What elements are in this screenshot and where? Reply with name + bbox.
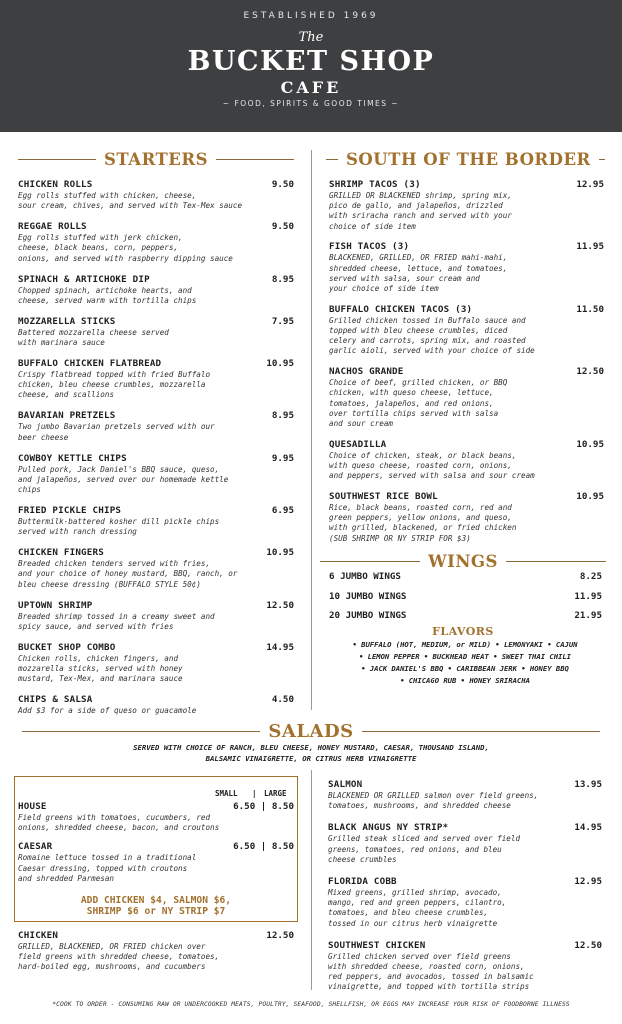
description-line: Battered mozzarella cheese served: [18, 327, 169, 337]
menu-item-name: SHRIMP TACOS (3): [329, 179, 421, 190]
menu-item-row: [18, 221, 294, 232]
starters-heading: [18, 150, 294, 169]
description-line: bleu cheese dressing (BUFFALO STYLE 50¢): [18, 579, 201, 589]
wing-name: 20 JUMBO WINGS: [329, 610, 407, 621]
description-line: (SUB SHRIMP OR NY STRIP FOR $3): [329, 533, 471, 543]
flavor-line: • CHICAGO RUB • HONEY SRIRACHA: [400, 676, 530, 685]
menu-item-price: 10.95: [576, 438, 604, 450]
description-line: mozzarella sticks, served with honey: [18, 664, 183, 674]
menu-item: [329, 304, 604, 357]
menu-item: [18, 410, 294, 442]
logo-cafe: CAFE: [280, 78, 342, 97]
description-line: Field greens with tomatoes, cucumbers, red: [18, 813, 211, 822]
description-line: spicy sauce, and served with fries: [18, 621, 174, 631]
description-line: Two jumbo Bavarian pretzels served with our: [18, 422, 215, 432]
starters-title: STARTERS: [104, 150, 208, 169]
menu-item-row: [18, 410, 294, 421]
description-line: shredded cheese, lettuce, and tomatoes,: [329, 263, 508, 273]
menu-item-name: REGGAE ROLLS: [18, 221, 87, 233]
menu-item-description: [18, 942, 294, 973]
description-line: BLACKENED OR GRILLED salmon over field greens,: [328, 791, 539, 800]
description-line: Choice of beef, grilled chicken, or BBQ: [329, 378, 508, 388]
menu-item: [329, 491, 604, 544]
menu-item-row: [328, 940, 602, 951]
description-line: Chopped spinach, artichoke hearts, and: [18, 285, 192, 295]
menu-item-row: [18, 642, 294, 653]
menu-item-price: 8.95: [271, 410, 294, 422]
description-line: Breaded shrimp tossed in a creamy sweet and: [18, 611, 215, 621]
menu-item-name: FLORIDA COBB: [328, 876, 397, 888]
wings-title: WINGS: [428, 552, 498, 571]
menu-item-description: [18, 706, 294, 716]
salads-heading: [22, 721, 600, 742]
description-line: green peppers, yellow onions, and queso,: [329, 513, 512, 523]
description-line: served with ranch dressing: [18, 527, 137, 537]
description-line: Egg rolls stuffed with jerk chicken,: [18, 233, 183, 243]
menu-item-price: 10.95: [266, 547, 294, 559]
menu-item-row: [329, 179, 604, 190]
size-prices: [233, 801, 294, 812]
menu-item-description: [329, 503, 604, 544]
description-line: and shredded Parmesan: [18, 873, 115, 883]
header-banner: [0, 0, 622, 132]
boxed-salads: [18, 801, 294, 892]
menu-item: [329, 439, 604, 482]
description-line: sour cream, chives, and served with Tex-Mex sauce: [18, 201, 243, 211]
menu-item-price: 12.50: [266, 930, 294, 941]
menu-item-name: CHIPS & SALSA: [18, 694, 93, 706]
description-line: pico de gallo, and jalapeños, drizzled: [329, 201, 503, 211]
description-line: Add $3 for a side of queso or guacamole: [18, 706, 197, 716]
menu-item-price: 14.95: [574, 822, 602, 834]
heading-rule: [22, 731, 260, 732]
salads-left-list: [18, 930, 294, 973]
menu-item-row: [18, 600, 294, 611]
menu-item-price: 12.95: [576, 179, 604, 190]
menu-item: [18, 841, 294, 884]
menu-item-row: [328, 779, 602, 790]
menu-item-name: COWBOY KETTLE CHIPS: [18, 452, 127, 464]
menu-item-name: SPINACH & ARTICHOKE DIP: [18, 273, 150, 285]
wings-heading: [320, 552, 606, 571]
menu-item: [329, 366, 604, 429]
description-line: with shredded cheese, roasted corn, onions,: [328, 962, 525, 972]
menu-item-description: [18, 465, 294, 496]
menu-item-name: UPTOWN SHRIMP: [18, 599, 93, 611]
south-title: SOUTH OF THE BORDER: [346, 150, 591, 169]
description-line: Caesar dressing, topped with croutons: [18, 863, 188, 873]
menu-item: [18, 505, 294, 537]
menu-item-description: [18, 286, 294, 306]
menu-item: [18, 453, 294, 496]
description-line: your choice of side item: [329, 284, 439, 294]
menu-item: [329, 241, 604, 294]
description-line: tomatoes, mushrooms, and shredded cheese: [328, 801, 511, 811]
menu-item-row: [329, 304, 604, 315]
price-separator: |: [255, 801, 272, 812]
description-line: beer cheese: [18, 432, 69, 442]
flavors-title: FLAVORS: [432, 625, 494, 638]
menu-item: [328, 822, 602, 865]
menu-item-row: [328, 822, 602, 833]
salads-right-list: [328, 779, 602, 1004]
size-small-label: SMALL: [215, 789, 238, 798]
menu-item-price: 11.50: [576, 303, 604, 315]
heading-rule: [599, 159, 605, 160]
established-text: ESTABLISHED 1969: [243, 11, 379, 21]
description-line: chicken, bleu cheese crumbles, mozzarella: [18, 380, 206, 390]
menu-item-name: HOUSE: [18, 801, 47, 812]
menu-item: [18, 274, 294, 306]
menu-item-row: [18, 841, 294, 852]
menu-item-description: [329, 191, 604, 232]
menu-item-description: [328, 888, 602, 929]
menu-item-description: [329, 451, 604, 482]
menu-item-price: 12.50: [576, 366, 604, 378]
menu-item-price: 14.95: [266, 641, 294, 653]
menu-item-row: [18, 316, 294, 327]
menu-item-price: 10.95: [266, 358, 294, 370]
menu-item: [328, 779, 602, 811]
description-line: and your choice of honey mustard, BBQ, ranch, or: [18, 569, 238, 579]
description-line: Chicken rolls, chicken fingers, and: [18, 653, 179, 663]
footnote: *COOK TO ORDER - CONSUMING RAW OR UNDERCOOKED MEATS, POULTRY, SEAFOOD, SHELLFISH, OR EGGS MAY INCREASE YOUR RISK OF FOODBORNE ILLNESS: [52, 1001, 570, 1008]
column-divider: [311, 150, 312, 710]
south-list: [329, 179, 604, 553]
description-line: Breaded chicken tenders served with fries,: [18, 559, 211, 569]
menu-item-row: [18, 453, 294, 464]
starters-list: [18, 179, 294, 726]
description-line: Rice, black beans, roasted corn, red and: [329, 503, 512, 513]
description-line: Buttermilk-battered kosher dill pickle chips: [18, 517, 220, 527]
menu-item-row: [329, 241, 604, 252]
salads-title: SALADS: [268, 721, 354, 742]
description-line: garlic aioli, served with your choice of side: [329, 346, 535, 356]
menu-item-description: [18, 813, 294, 833]
description-line: field greens with shredded cheese, tomatoes,: [18, 952, 220, 962]
menu-item-description: [18, 422, 294, 442]
price-small: 6.50: [233, 841, 256, 853]
price-large: 8.50: [271, 841, 294, 853]
menu-item-price: 10.95: [576, 491, 604, 503]
description-line: onions, shredded cheese, bacon, and croutons: [18, 823, 220, 833]
description-line: Mixed greens, grilled shrimp, avocado,: [328, 888, 502, 898]
menu-item: [18, 694, 294, 716]
size-separator: |: [252, 789, 257, 798]
description-line: mustard, Tex-Mex, and marinara sauce: [18, 674, 183, 684]
menu-item-description: [329, 378, 604, 429]
tagline-text: FOOD, SPIRITS & GOOD TIMES: [234, 99, 388, 108]
menu-item-description: [18, 612, 294, 632]
menu-item: [18, 358, 294, 401]
wing-name: 10 JUMBO WINGS: [329, 590, 407, 602]
menu-item-name: BUFFALO CHICKEN FLATBREAD: [18, 358, 162, 370]
wing-row: [329, 610, 602, 621]
flavor-line: • LEMON PEPPER • BUCKHEAD HEAT • SWEET THAI CHILI: [358, 652, 572, 661]
wing-row: [329, 591, 602, 602]
menu-item: [18, 316, 294, 348]
menu-item: [18, 547, 294, 590]
description-line: Crispy flatbread topped with fried Buffalo: [18, 370, 211, 380]
menu-item-name: BUFFALO CHICKEN TACOS (3): [329, 303, 473, 315]
menu-item-row: [328, 876, 602, 887]
menu-item-description: [328, 834, 602, 865]
menu-item: [328, 876, 602, 929]
menu-item: [18, 179, 294, 211]
menu-item-name: SOUTHWEST CHICKEN: [328, 939, 426, 951]
size-prices: [233, 841, 294, 852]
menu-item-name: NACHOS GRANDE: [329, 366, 404, 378]
menu-item-price: 12.50: [266, 599, 294, 611]
description-line: Grilled chicken served over field greens: [328, 951, 511, 961]
menu-item-price: 13.95: [574, 779, 602, 790]
description-line: cheese, black beans, corn, peppers,: [18, 243, 179, 253]
menu-item-name: BUCKET SHOP COMBO: [18, 641, 116, 653]
menu-item-price: 12.50: [574, 939, 602, 951]
wing-name: 6 JUMBO WINGS: [329, 571, 401, 582]
tagline: ~ FOOD, SPIRITS & GOOD TIMES ~: [222, 99, 400, 108]
menu-item-name: BAVARIAN PRETZELS: [18, 410, 116, 422]
wing-price: 11.95: [574, 590, 602, 602]
menu-item-description: [18, 654, 294, 685]
flavor-line: • BUFFALO (HOT, MEDIUM, or MILD) • LEMONYAKI • CAJUN: [352, 640, 578, 649]
menu-item-price: 6.95: [271, 505, 294, 517]
description-line: and peppers, served with salsa and sour cream: [329, 471, 535, 481]
menu-item-row: [18, 505, 294, 516]
description-line: GRILLED, BLACKENED, OR FRIED chicken over: [18, 942, 206, 951]
menu-item-price: 7.95: [271, 315, 294, 327]
menu-item-row: [18, 179, 294, 190]
description-line: GRILLED OR BLACKENED shrimp, spring mix,: [329, 191, 512, 200]
description-line: with sriracha ranch and served with your: [329, 211, 512, 221]
flavors-list: [320, 639, 610, 687]
description-line: tossed in our citrus herb vinaigrette: [328, 918, 498, 928]
menu-item-description: [329, 253, 604, 294]
menu-item-description: [18, 233, 294, 264]
menu-item: [329, 179, 604, 232]
menu-item: [18, 221, 294, 264]
description-line: topped with bleu cheese crumbles, diced: [329, 326, 508, 336]
menu-item: [18, 642, 294, 685]
logo-name: BUCKET SHOP: [187, 46, 435, 77]
description-line: served with salsa, sour cream and: [329, 273, 480, 283]
description-line: celery and carrots, spring mix, and roasted: [329, 336, 526, 346]
heading-rule: [362, 731, 600, 732]
menu-item-description: [328, 791, 602, 811]
description-line: Choice of chicken, steak, or black beans,: [329, 450, 517, 460]
subtitle-line: BALSAMIC VINAIGRETTE, OR CITRUS HERB VINAIGRETTE: [205, 754, 417, 763]
description-line: tomatoes, jalapeños, and red onions,: [329, 398, 494, 408]
description-line: Grilled steak sliced and served over field: [328, 834, 521, 844]
wings-list: [329, 571, 602, 630]
description-line: with marinara sauce: [18, 338, 105, 348]
heading-rule: [320, 561, 420, 562]
description-line: and sour cream: [329, 419, 394, 429]
menu-item-name: MOZZARELLA STICKS: [18, 315, 116, 327]
menu-item: [18, 801, 294, 833]
description-line: hard-boiled egg, mushrooms, and cucumbers: [18, 962, 206, 972]
wing-price: 21.95: [574, 610, 602, 621]
menu-item-name: CAESAR: [18, 841, 53, 853]
menu-item-name: CHICKEN ROLLS: [18, 179, 93, 190]
description-line: chicken, with queso cheese, lettuce,: [329, 388, 494, 398]
description-line: with queso cheese, roasted corn, onions,: [329, 461, 512, 471]
menu-item-row: [18, 547, 294, 558]
menu-item-name: FRIED PICKLE CHIPS: [18, 505, 122, 517]
logo-the: The: [298, 30, 324, 45]
description-line: red peppers, and avocados, tossed in balsamic: [328, 972, 534, 982]
menu-item: [18, 600, 294, 632]
menu-item-name: FISH TACOS (3): [329, 241, 410, 253]
menu-item-name: BLACK ANGUS NY STRIP*: [328, 822, 449, 834]
description-line: greens, tomatoes, red onions, and bleu: [328, 844, 502, 854]
description-line: BLACKENED, GRILLED, OR FRIED mahi-mahi,: [329, 253, 508, 263]
description-line: choice of side item: [329, 221, 416, 231]
menu-item-description: [18, 328, 294, 348]
heading-rule: [18, 159, 96, 160]
menu-item-name: SALMON: [328, 779, 363, 790]
subtitle-line: SERVED WITH CHOICE OF RANCH, BLEU CHEESE, HONEY MUSTARD, CAESAR, THOUSAND ISLAND,: [133, 743, 489, 752]
menu-item: [18, 930, 294, 973]
description-line: tomatoes, and bleu cheese crumbles,: [328, 908, 489, 918]
addon-text: [14, 895, 298, 917]
menu-item-price: 9.50: [271, 179, 294, 190]
menu-item-price: 9.50: [271, 221, 294, 233]
price-separator: |: [255, 841, 272, 853]
description-line: Grilled chicken tossed in Buffalo sauce and: [329, 315, 526, 325]
description-line: Egg rolls stuffed with chicken, cheese,: [18, 191, 197, 200]
menu-item-price: 11.95: [576, 241, 604, 253]
south-heading: [326, 150, 606, 169]
description-line: and jalapeños, served over our homemade kettle: [18, 474, 229, 484]
description-line: mango, red and green peppers, cilantro,: [328, 898, 507, 908]
description-line: with grilled, blackened, or fried chicken: [329, 523, 517, 533]
menu-item-description: [18, 853, 294, 884]
menu-item-row: [18, 801, 294, 812]
description-line: cheese, and scallions: [18, 390, 115, 400]
menu-item-row: [18, 694, 294, 705]
menu-item-name: QUESADILLA: [329, 438, 387, 450]
column-divider: [311, 770, 312, 990]
wing-price: 8.25: [579, 571, 602, 582]
heading-rule: [506, 561, 606, 562]
description-line: vinaigrette, and topped with tortilla strips: [328, 982, 530, 992]
menu-item-description: [18, 517, 294, 537]
description-line: onions, and served with raspberry dipping sauce: [18, 253, 233, 263]
menu-item-price: 9.95: [271, 452, 294, 464]
menu-item-price: 4.50: [271, 694, 294, 706]
menu-item-description: [18, 191, 294, 211]
salads-subtitle: [60, 742, 562, 764]
price-large: 8.50: [271, 801, 294, 812]
description-line: chips: [18, 485, 41, 495]
menu-item-row: [18, 358, 294, 369]
description-line: Pulled pork, Jack Daniel's BBQ sauce, queso,: [18, 464, 220, 474]
description-line: over tortilla chips served with salsa: [329, 408, 499, 418]
heading-rule: [216, 159, 294, 160]
description-line: Romaine lettuce tossed in a traditional: [18, 853, 197, 863]
flavor-line: • JACK DANIEL'S BBQ • CARIBBEAN JERK • HONEY BBQ: [361, 664, 569, 673]
description-line: cheese crumbles: [328, 854, 397, 864]
menu-item-description: [328, 952, 602, 993]
menu-item-row: [18, 930, 294, 941]
description-line: cheese, served warm with tortilla chips: [18, 295, 197, 305]
wing-row: [329, 571, 602, 582]
menu-item-row: [329, 439, 604, 450]
menu-item-row: [329, 491, 604, 502]
menu-item-name: CHICKEN FINGERS: [18, 547, 104, 559]
menu-item-description: [18, 370, 294, 401]
price-small: 6.50: [233, 801, 256, 812]
menu-item-price: 8.95: [271, 273, 294, 285]
size-large-label: LARGE: [264, 789, 287, 798]
menu-item-price: 12.95: [574, 876, 602, 888]
heading-rule: [326, 159, 338, 160]
menu-item-name: SOUTHWEST RICE BOWL: [329, 491, 438, 503]
menu-item-row: [329, 366, 604, 377]
addon-line: SHRIMP $6 or NY STRIP $7: [86, 906, 226, 917]
menu-item-row: [18, 274, 294, 285]
menu-item-name: CHICKEN: [18, 930, 59, 941]
addon-line: ADD CHICKEN $4, SALMON $6,: [80, 895, 232, 906]
menu-item-description: [18, 559, 294, 590]
menu-item-description: [329, 316, 604, 357]
menu-item: [328, 940, 602, 993]
